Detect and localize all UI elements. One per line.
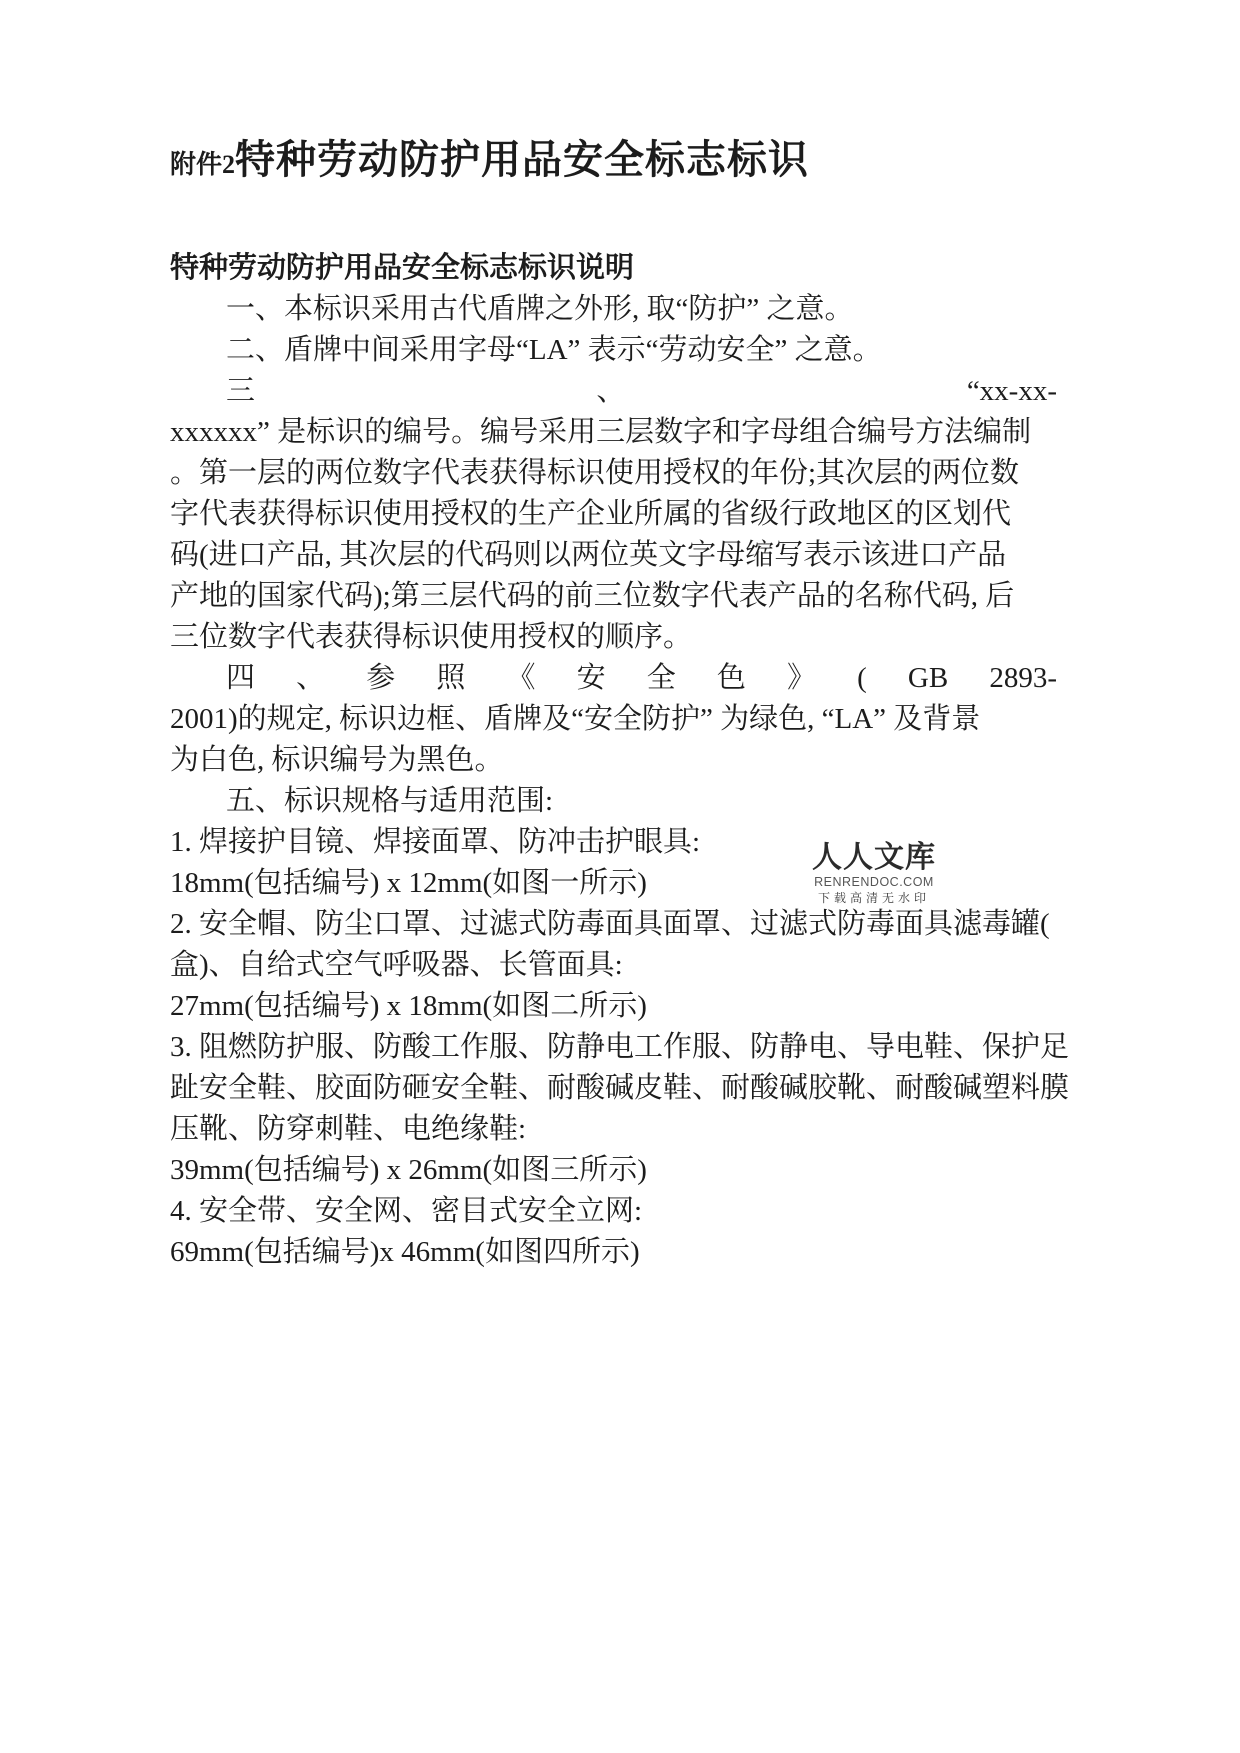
clause-3-number: 三 (226, 375, 256, 407)
page-title-text: 特种劳动防护用品安全标志标识 (235, 137, 810, 183)
watermark-tagline: 下载高清无水印 (817, 890, 930, 905)
clause-5: 五、标识规格与适用范围: (226, 785, 554, 817)
clause-4-seg: 参 (366, 662, 396, 694)
clause-4-seg: 四 (226, 662, 256, 694)
clause-3-line: 。第一层的两位数字代表获得标识使用授权的年份;其次层的两位数 (170, 457, 1020, 489)
clause-4-seg: 色 (716, 662, 746, 694)
clause-3-opening-line (170, 371, 1057, 412)
clause-3-line: 产地的国家代码);第三层代码的前三位数字代表产品的名称代码, 后 (170, 580, 1015, 612)
clause-4-seg: 2893- (989, 662, 1057, 694)
spec-4-size: 69mm(包括编号)x 46mm(如图四所示) (170, 1236, 640, 1268)
spec-2-size: 27mm(包括编号) x 18mm(如图二所示) (170, 990, 647, 1022)
clause-4-line: 2001)的规定, 标识边框、盾牌及“安全防护” 为绿色, “LA” 及背景 (170, 703, 981, 735)
spec-3-size: 39mm(包括编号) x 26mm(如图三所示) (170, 1154, 647, 1186)
subtitle: 特种劳动防护用品安全标志标识说明 (170, 252, 635, 284)
spec-3-name: 压靴、防穿刺鞋、电绝缘鞋: (170, 1113, 527, 1145)
clause-1: 一、本标识采用古代盾牌之外形, 取“防护” 之意。 (226, 293, 854, 325)
clause-3-line: xxxxxx” 是标识的编号。编号采用三层数字和字母组合编号方法编制 (170, 416, 1032, 448)
spec-1-size: 18mm(包括编号) x 12mm(如图一所示) (170, 867, 647, 899)
spec-4-name: 4. 安全带、安全网、密目式安全立网: (170, 1195, 643, 1227)
clause-4-seg: ( (857, 662, 867, 694)
clause-4-seg: 全 (646, 662, 676, 694)
clause-4-line: 为白色, 标识编号为黑色。 (170, 744, 504, 776)
spec-3-name: 3. 阻燃防护服、防酸工作服、防静电工作服、防静电、导电鞋、保护足 (170, 1031, 1070, 1063)
clause-4-seg: 安 (576, 662, 606, 694)
clause-3-line: 字代表获得标识使用授权的生产企业所属的省级行政地区的区划代 (170, 498, 1012, 530)
clause-3-code-prefix: “xx-xx- (966, 375, 1057, 407)
clause-4-opening-line (170, 658, 1057, 699)
spec-2-name: 2. 安全帽、防尘口罩、过滤式防毒面具面罩、过滤式防毒面具滤毒罐( (170, 908, 1050, 940)
spec-3-name: 趾安全鞋、胶面防砸安全鞋、耐酸碱皮鞋、耐酸碱胶靴、耐酸碱塑料膜 (170, 1072, 1070, 1104)
clause-4-seg: GB (907, 662, 949, 694)
clause-4-seg: 照 (436, 662, 466, 694)
clause-4-seg: 《 (506, 662, 536, 694)
watermark-logo-text: 人人文库 (812, 840, 936, 875)
attachment-label: 附件2 (170, 150, 236, 179)
watermark (808, 840, 940, 905)
clause-3-line: 三位数字代表获得标识使用授权的顺序。 (170, 621, 693, 653)
spec-2-name: 盒)、自给式空气呼吸器、长管面具: (170, 949, 623, 981)
clause-2: 二、盾牌中间采用字母“LA” 表示“劳动安全” 之意。 (226, 334, 882, 366)
document-content (170, 135, 1070, 1273)
clause-3-comma: 、 (596, 375, 626, 407)
watermark-domain: RENRENDOC.COM (814, 875, 934, 889)
clause-4-seg: 》 (787, 662, 817, 694)
spec-1-name: 1. 焊接护目镜、焊接面罩、防冲击护眼具: (170, 826, 701, 858)
clause-3-line: 码(进口产品, 其次层的代码则以两位英文字母缩写表示该进口产品 (170, 539, 1007, 571)
page-title (170, 135, 1057, 190)
clause-4-seg: 、 (296, 662, 326, 694)
